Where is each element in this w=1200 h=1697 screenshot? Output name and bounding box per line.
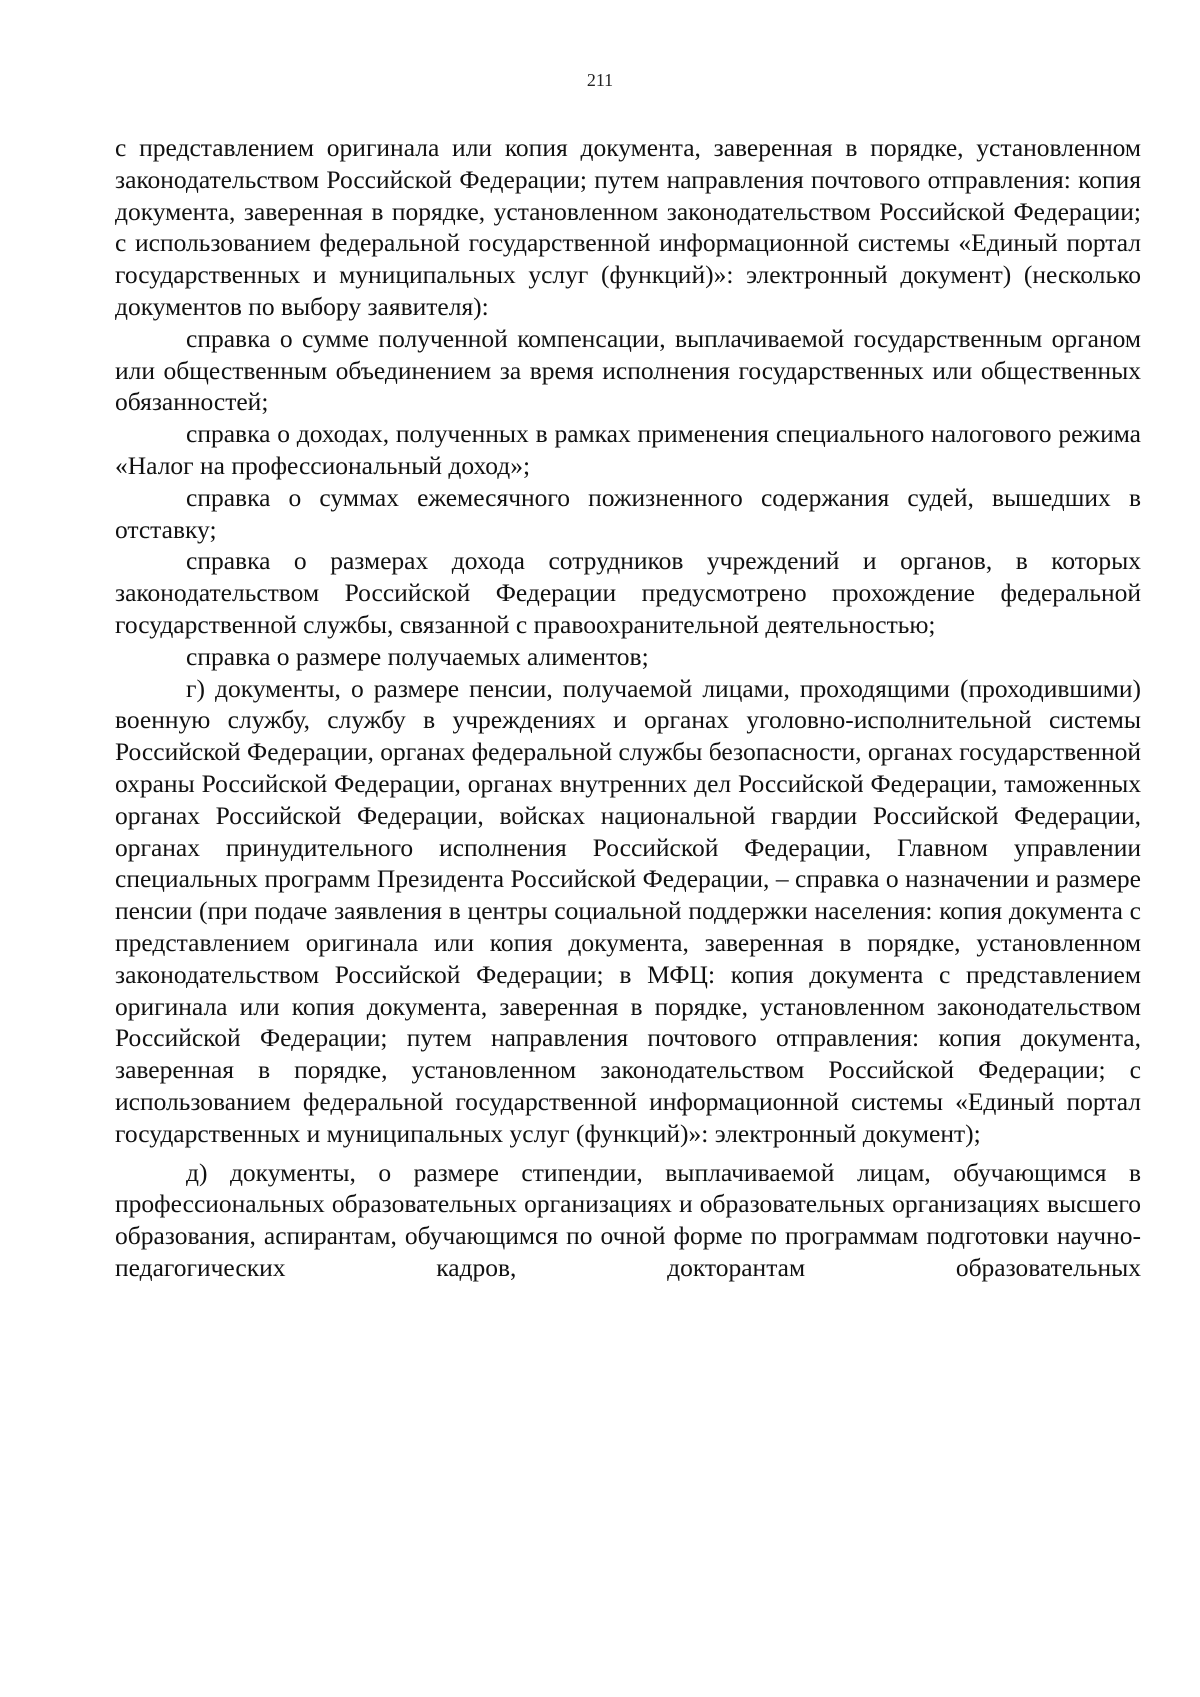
paragraph-item-d-scholarship: д) документы, о размере стипендии, выплачиваемой лицам, обучающимся в профессиональных образовательных организациях и образовательных организациях высшего образования, аспирантам, обучающимся по очной форме по программам подготовки научно-педагогических кадров, докторантам образовательных	[115, 1157, 1141, 1282]
paragraph-income-certificate: справка о доходах, полученных в рамках применения специального налогового режима «Налог на профессиональный доход»;	[115, 419, 1141, 480]
document-body	[115, 132, 1141, 1284]
page-number: 211	[586, 70, 614, 90]
paragraph-judges-allowance: справка о суммах ежемесячного пожизненного содержания судей, вышедших в отставку;	[115, 482, 1141, 544]
paragraph-law-enforcement-income: справка о размерах дохода сотрудников учреждений и органов, в которых законодательством Российской Федерации предусмотрено прохождение федеральной государственной службы, связанной с правоохранительной деятельностью;	[115, 546, 1141, 639]
paragraph-item-g-pension: г) документы, о размере пенсии, получаемой лицами, проходящими (проходившими) военную службу, службу в учреждениях и органах уголовно-исполнительной системы Российской Федерации, органах федеральной службы безопасности, органах государственной охраны Российской Федерации, органах внутренних дел Российской Федерации, таможенных органах Российской Федерации, войсках национальной гвардии Российской Федерации, органах принудительного исполнения Российской Федерации, Главном управлении специальных программ Президента Российской Федерации, – справка о назначении и размере пенсии (при подаче заявления в центры социальной поддержки населения: копия документа с представлением оригинала или копия документа, заверенная в порядке, установленном законодательством Российской Федерации; в МФЦ: копия документа с представлением оригинала или копия документа, заверенная в порядке, установленном законодательством Российской Федерации; путем направления почтового отправления: копия документа, заверенная в порядке, установленном законодательством Российской Федерации; с использованием федеральной государственной информационной системы «Единый портал государственных и муниципальных услуг (функций)»: электронный документ);	[115, 673, 1141, 1148]
paragraph-compensation-certificate: справка о сумме полученной компенсации, выплачиваемой государственным органом или общественным объединением за время исполнения государственных или общественных обязанностей;	[115, 323, 1141, 417]
paragraph-alimony: справка о размере получаемых алиментов;	[186, 641, 649, 671]
paragraph-intro: с представлением оригинала или копия документа, заверенная в порядке, установленном законодательством Российской Федерации; путем направления почтового отправления: копия документа, заверенная в порядке, установленном законодательством Российской Федерации; с использованием федеральной государственной информационной системы «Единый портал государственных и муниципальных услуг (функций)»: электронный документ) (несколько документов по выбору заявителя):	[115, 133, 1141, 321]
